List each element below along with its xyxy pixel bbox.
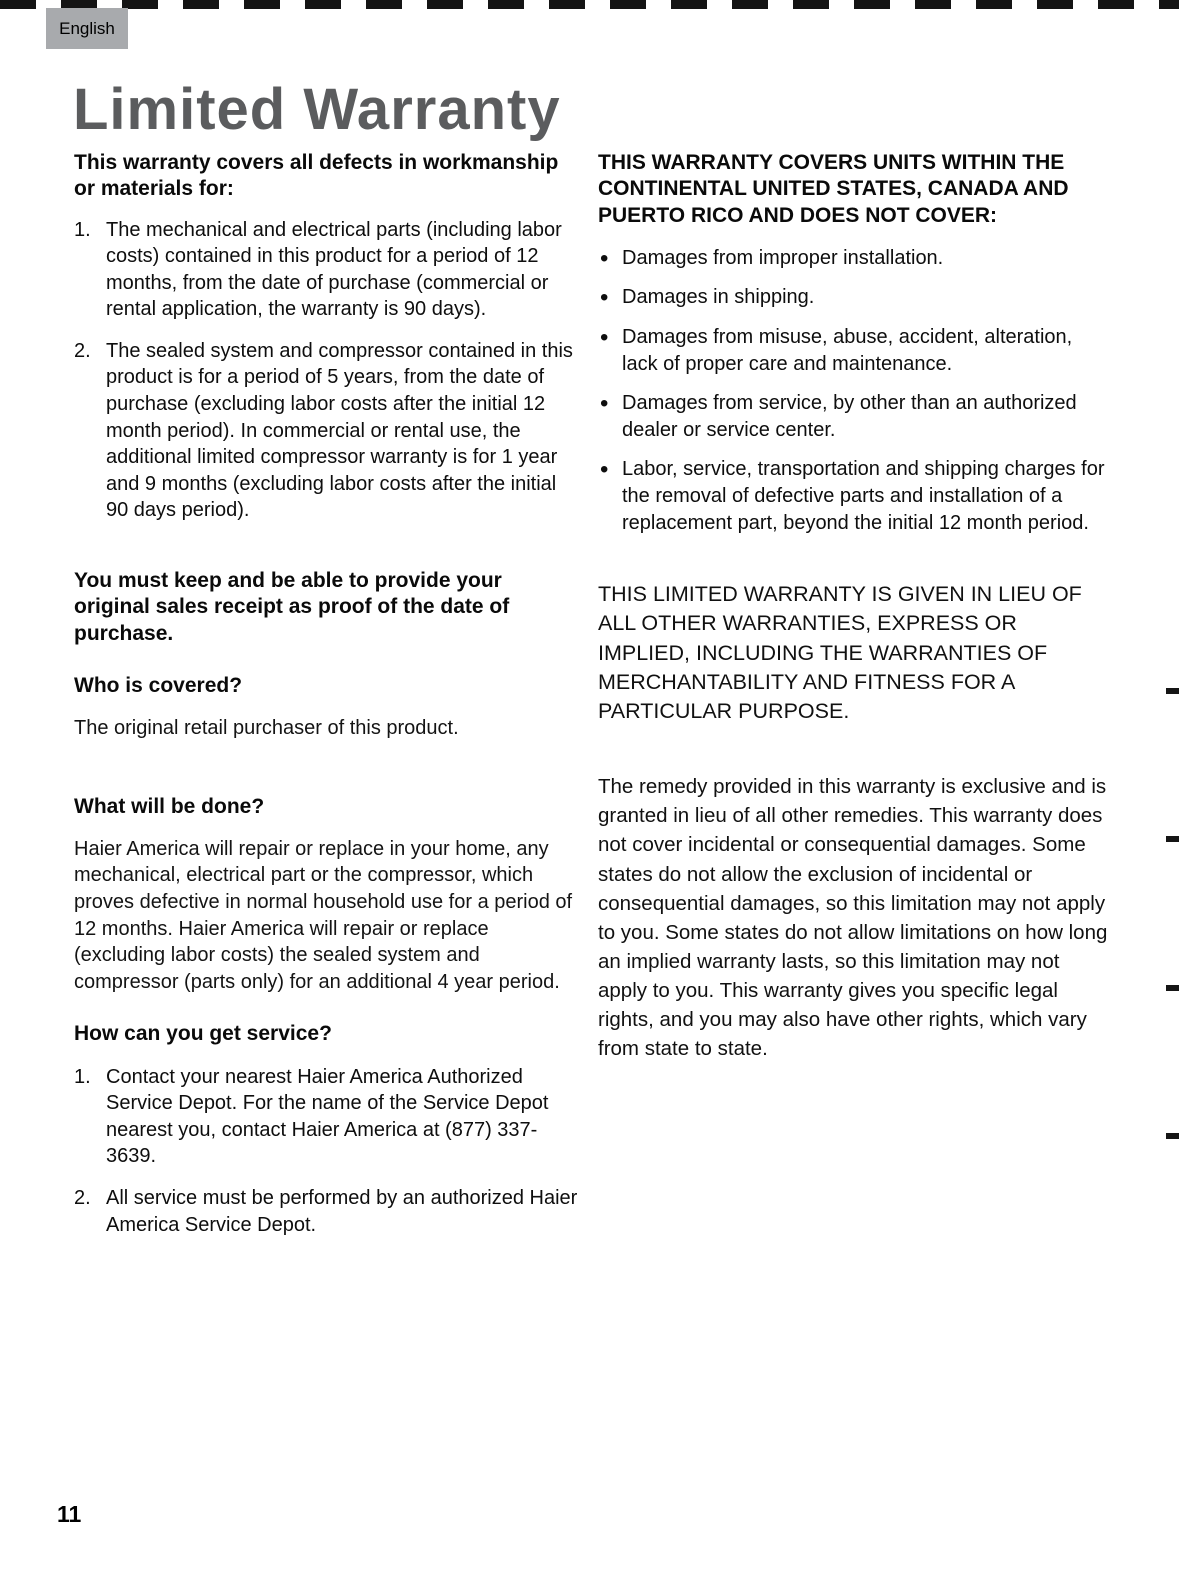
left-column	[74, 150, 579, 1253]
not-cover-item-text: Damages in shipping.	[622, 286, 815, 309]
not-cover-item	[598, 390, 1110, 443]
in-lieu-paragraph: THIS LIMITED WARRANTY IS GIVEN IN LIEU OF ALL OTHER WARRANTIES, EXPRESS OR IMPLIED, INCLUDING THE WARRANTIES OF MERCHANTABILITY AND FITNESS FOR A PARTICULAR PURPOSE.	[598, 582, 1082, 724]
language-tab	[46, 8, 128, 49]
covers-list	[74, 217, 579, 525]
language-tab-label: English	[59, 18, 115, 38]
scan-edge-mark	[1166, 836, 1179, 842]
receipt-heading: You must keep and be able to provide your original sales receipt as proof of the date of purchase.	[74, 569, 510, 645]
not-cover-heading: THIS WARRANTY COVERS UNITS WITHIN THE CONTINENTAL UNITED STATES, CANADA AND PUERTO RICO AND DOES NOT COVER:	[598, 151, 1069, 227]
covers-item-text: The sealed system and compressor contained in this product is for a period of 5 years, from the date of purchase (excluding labor costs after the initial 12 month period). In commercial or rental use, the additional limited compressor warranty is for 1 year and 9 months (excluding labor costs after the initial 90 days period).	[106, 339, 573, 522]
not-cover-item-text: Damages from improper installation.	[622, 246, 944, 269]
covers-list-item	[74, 338, 579, 524]
what-done-text: Haier America will repair or replace in your home, any mechanical, electrical part or the compressor, which proves defective in normal household use for a period of 12 months. Haier America will repair or replace (excluding labor costs) the sealed system and compressor (parts only) for an additional 4 year period.	[74, 837, 573, 993]
service-list	[74, 1064, 579, 1239]
scan-edge-mark	[1166, 1133, 1179, 1139]
page-title: Limited Warranty	[73, 77, 561, 142]
covers-heading: This warranty covers all defects in workmanship or materials for:	[74, 151, 559, 201]
not-cover-item	[598, 456, 1110, 536]
remedy-paragraph: The remedy provided in this warranty is exclusive and is granted in lieu of all other remedies. This warranty does not cover incidental or consequential damages. Some states do not allow the exclusion of incidental or consequential damages, so this limitation may not apply to you. Some states do not allow limitations on how long an implied warranty lasts, so this limitation may not apply to you. This warranty gives you specific legal rights, and you may also have other rights, which vary from state to state.	[598, 775, 1108, 1061]
who-covered-text: The original retail purchaser of this product.	[74, 717, 459, 740]
who-covered-heading: Who is covered?	[74, 673, 243, 697]
page-number: 11	[57, 1501, 82, 1527]
what-done-heading: What will be done?	[74, 794, 265, 818]
not-cover-item-text: Damages from misuse, abuse, accident, alteration, lack of proper care and maintenance.	[622, 325, 1073, 375]
not-cover-item-text: Damages from service, by other than an authorized dealer or service center.	[622, 392, 1077, 441]
service-item-text: All service must be performed by an authorized Haier America Service Depot.	[106, 1187, 578, 1236]
not-cover-item	[598, 284, 1110, 311]
not-cover-item	[598, 324, 1110, 377]
scan-edge-mark	[1166, 985, 1179, 991]
service-list-item	[74, 1185, 579, 1238]
service-list-item	[74, 1064, 579, 1170]
not-cover-item	[598, 245, 1110, 272]
service-item-text: Contact your nearest Haier America Authorized Service Depot. For the name of the Service Depot nearest you, contact Haier America at (877) 337-3639.	[106, 1065, 549, 1168]
scan-edge-mark	[1166, 688, 1179, 694]
right-column	[598, 150, 1110, 1063]
page-top-perforation	[0, 0, 1179, 9]
not-cover-list	[598, 245, 1110, 536]
covers-item-text: The mechanical and electrical parts (including labor costs) contained in this product for a period of 12 months, from the date of purchase (commercial or rental application, the warranty is 90 days).	[106, 218, 562, 321]
service-heading: How can you get service?	[74, 1022, 332, 1046]
covers-list-item	[74, 217, 579, 323]
not-cover-item-text: Labor, service, transportation and shipping charges for the removal of defective parts and installation of a replacement part, beyond the initial 12 month period.	[622, 458, 1105, 534]
